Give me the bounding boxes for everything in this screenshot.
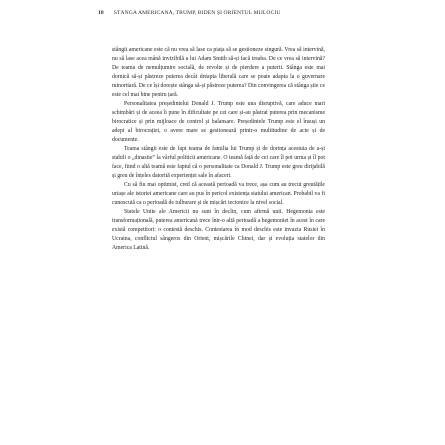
paragraph: Statele Unite ale Americii nu sunt în declin, cum afirmă unii. Hegemonia este transformațională, puterea americană trece într-o altă perioadă a hegemoniei în acest în care există competitori: o contestă deschis. Contestarea în mod deschis este invazia Rusiei în Ucraina, conflictul sângeros din Orient, mișcările Chinei, dar și evoluția statelor din America Latină. xyxy=(112,209,325,252)
body-text xyxy=(112,46,325,253)
paragraph: Personalitatea președintelui Donald J. Trump este una disruptivă, care aduce mari schimbări și de aceea îi pune în dificultate pe cei care și-au păstrat puterea prin mecanisme birocratice și prin mijloace de control și balansare. Președintele Trump este el însuși un adept al birocrației, o avere mare se gestionează printr-o multitudine de acte și de documente. xyxy=(112,101,325,144)
paragraph: Teama stângii este de fapt teama de familia lui Trump și de dorința acestuia de a-și stabili o „dinastie” la vârful politicii americane. O teamă față de cei care îl pot urma și îl pot face, fiind o altă teamă este faptul că o personalitate ca Donald J. Trump este greu dirijabilă și greu de înțeles datorită experienței sale în afaceri. xyxy=(112,146,325,180)
running-title: STÂNGA AMERICANĂ, TRUMP, BIDEN ȘI ORIENTUL MIJLOCIU xyxy=(113,10,281,16)
paragraph: Cu să fiu mai optimist, cred că această perioadă va trece, așa cum au trecut greutățile uriașe ale istoriei americane care au pus în pericol existența statului american. Probabil va fi cunoscută ca o perioadă de tulburare și de mișcări tectonice la nivel social. xyxy=(112,182,325,207)
paragraph: stângii americane este că nu vrea să lase ca piața să se gestioneze singură. Vrea să intervină, nu să lase acea mână invizibilă a lui Adam Smith să-și facă treaba. De ce vrea să intervină? De teama de nemulțumire socială, de revolte și de pierdere a puterii. Stânga este mai dornică să-și păstreze puterea decât dreapta liberală care se poate adapta la o guvernare minoritară. De ce își dorește stânga să-și păstreze puterea? Din convingerea că stânga știe ce este cel mai bine pentru țară. xyxy=(112,47,325,99)
page-header xyxy=(98,10,358,16)
page-number: 18 xyxy=(98,10,104,16)
